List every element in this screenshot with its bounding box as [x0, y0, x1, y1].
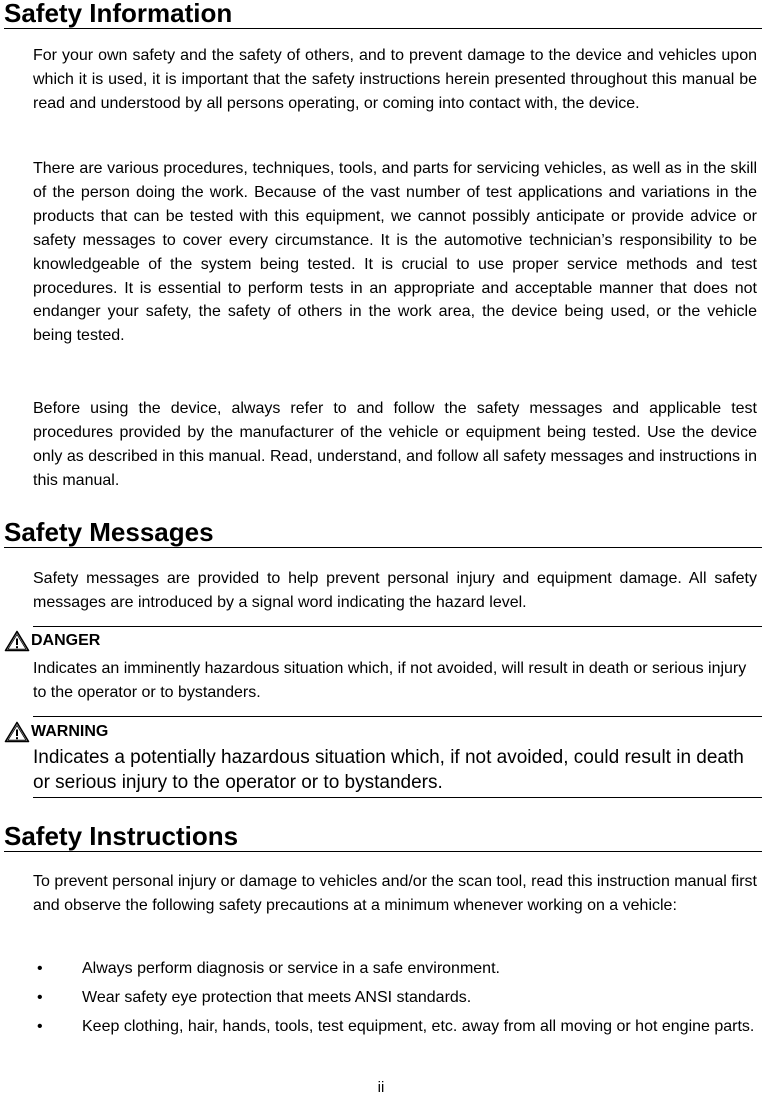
list-item [33, 1015, 757, 1039]
bullet-symbol: • [37, 960, 43, 977]
warning-signal [4, 721, 108, 743]
warning-triangle-icon [4, 630, 30, 652]
danger-description: Indicates an imminently hazardous situation which, if not avoided, will result in death or serious injury to the operator or to bystanders. [33, 660, 747, 701]
paragraph-safety-messages-intro: Safety messages are provided to help prevent personal injury and equipment damage. All safety messages are introduced by a signal word indicating the hazard level. [33, 570, 757, 611]
list-item-text: Always perform diagnosis or service in a safe environment. [82, 960, 500, 977]
list-item [33, 986, 757, 1010]
danger-signal [4, 630, 100, 652]
paragraph-safety-info-3: Before using the device, always refer to and follow the safety messages and applicable test procedures provided by the manufacturer of the vehicle or equipment being tested. Use the device only as described in this manual. Read, understand, and follow all safety messages and instructions in this manual. [33, 400, 757, 489]
safety-precautions-list [33, 957, 757, 1044]
list-item-text: Wear safety eye protection that meets ANSI standards. [82, 988, 472, 1006]
heading-safety-messages: Safety Messages [4, 517, 762, 548]
divider-warning-top [33, 716, 762, 717]
divider-danger-top [33, 626, 762, 627]
paragraph-safety-info-2: There are various procedures, techniques, tools, and parts for servicing vehicles, as well as in the skill of the person doing the work. Because of the vast number of test applications and variations in the products that can be tested with this equipment, we cannot possibly anticipate or provide advice or safety messages to cover every circumstance. It is the automotive technician’s responsibility to be knowledgeable of the system being tested. It is crucial to use proper service methods and test procedures. It is essential to perform tests in an appropriate and acceptable manner that does not endanger your safety, the safety of others in the work area, the device being used, or the vehicle being tested. [33, 160, 757, 345]
page-number: ii [377, 1079, 385, 1096]
warning-label: WARNING [31, 723, 109, 740]
divider-warning-bottom [33, 797, 762, 798]
heading-safety-information: Safety Information [4, 0, 762, 29]
warning-description: Indicates a potentially hazardous situation which, if not avoided, could result in death or serious injury to the operator or to bystanders. [33, 747, 744, 793]
list-item-text: Keep clothing, hair, hands, tools, test equipment, etc. away from all moving or hot engine parts. [82, 1017, 755, 1035]
list-item [33, 957, 757, 981]
bullet-symbol: • [37, 1017, 43, 1035]
danger-label: DANGER [31, 632, 101, 649]
bullet-symbol: • [37, 988, 43, 1006]
warning-triangle-icon [4, 721, 30, 743]
paragraph-safety-info-1: For your own safety and the safety of others, and to prevent damage to the device and vehicles upon which it is used, it is important that the safety instructions herein presented throughout this manual be read and understood by all persons operating, or coming into contact with, the device. [33, 47, 757, 112]
paragraph-safety-instructions-intro: To prevent personal injury or damage to vehicles and/or the scan tool, read this instruction manual first and observe the following safety precautions at a minimum whenever working on a vehicle: [33, 873, 757, 914]
heading-safety-instructions: Safety Instructions [4, 821, 762, 852]
